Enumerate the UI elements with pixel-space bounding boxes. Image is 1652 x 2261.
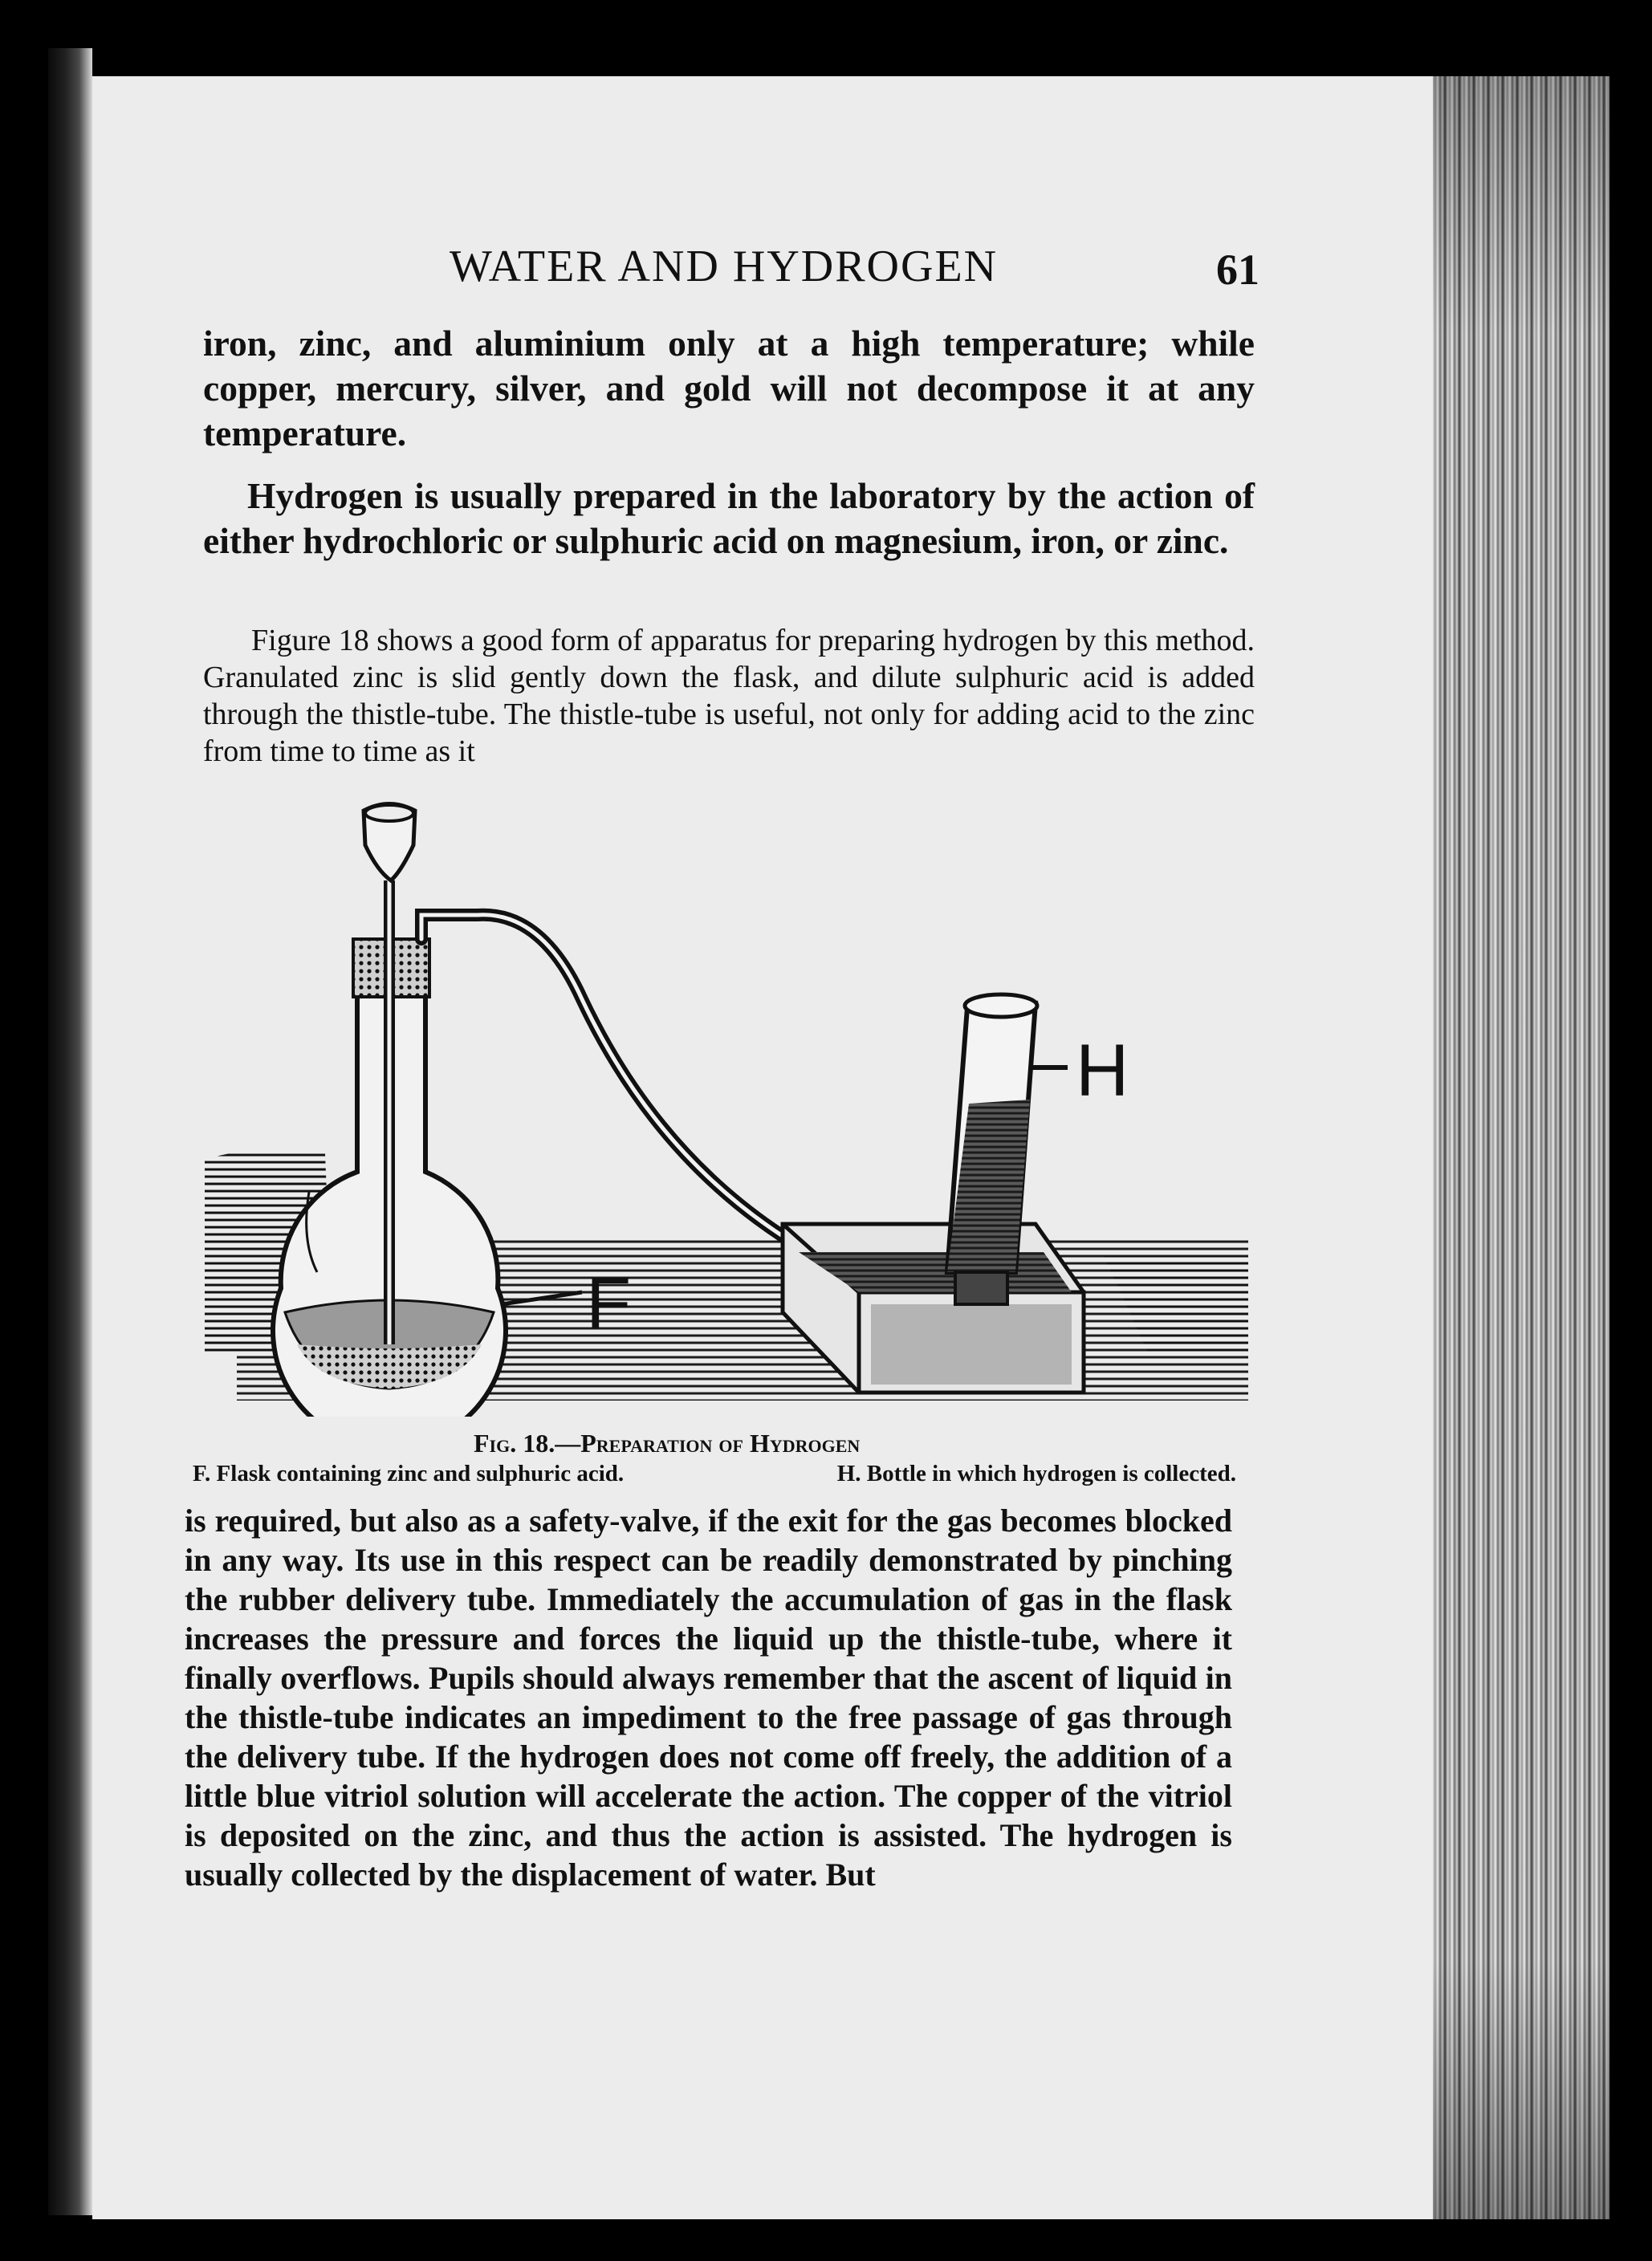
marker-h: H xyxy=(1076,1030,1129,1112)
page-number: 61 xyxy=(1216,246,1259,294)
paragraph-continuation: iron, zinc, and aluminium only at a high temperature; while copper, mercury, silver, and gold will not decompose it at any temperature. xyxy=(203,323,1255,453)
paragraph-figure-reference: Figure 18 shows a good form of apparatus for preparing hydrogen by this method. Granulated zinc is slid gently down the flask, and dilute sulphuric acid is added through the thistle-tube. The thistle-tube is useful, not only for adding acid to the zinc from time to time as it xyxy=(203,624,1255,768)
legend-f: F. Flask containing zinc and sulphuric acid. xyxy=(193,1461,625,1486)
marker-f: F xyxy=(586,1263,632,1344)
figure-caption xyxy=(474,1429,860,1458)
apparatus-illustration xyxy=(205,791,1252,1417)
figure-legend xyxy=(193,1461,1236,1487)
figure-caption-dash: — xyxy=(555,1429,581,1458)
figure-title: Preparation of Hydrogen xyxy=(580,1429,861,1458)
paragraph-hydrogen-preparation: Hydrogen is usually prepared in the laboratory by the action of either hydrochloric or sulphuric acid on magnesium, iron, or zinc. xyxy=(203,475,1255,561)
book-spine-edge xyxy=(48,48,92,2215)
running-head: WATER AND HYDROGEN xyxy=(450,242,999,291)
legend-h: H. Bottle in which hydrogen is collected. xyxy=(836,1461,1236,1486)
figure-number: Fig. 18. xyxy=(474,1429,555,1458)
delivery-tube xyxy=(421,915,815,1252)
paragraph-after-figure: is required, but also as a safety-valve, if the exit for the gas becomes blocked in any way. Its use in this respect can be readily demonstrated by pinching the rubber delivery tube. Immediately the accumulation of gas in the flask increases the pressure and forces the liquid up the thistle-tube, where it finally overflows. Pupils should always remember that the ascent of liquid in the thistle-tube indicates an impediment to the free passage of gas through the delivery tube. If the hydrogen does not come off freely, the addition of a little blue vitriol solution will accelerate the action. The copper of the vitriol is deposited on the zinc, and thus the action is assisted. The hydrogen is usually collected by the displacement of water. But xyxy=(185,1503,1232,1893)
page-stack-shadow xyxy=(1433,76,1609,2219)
